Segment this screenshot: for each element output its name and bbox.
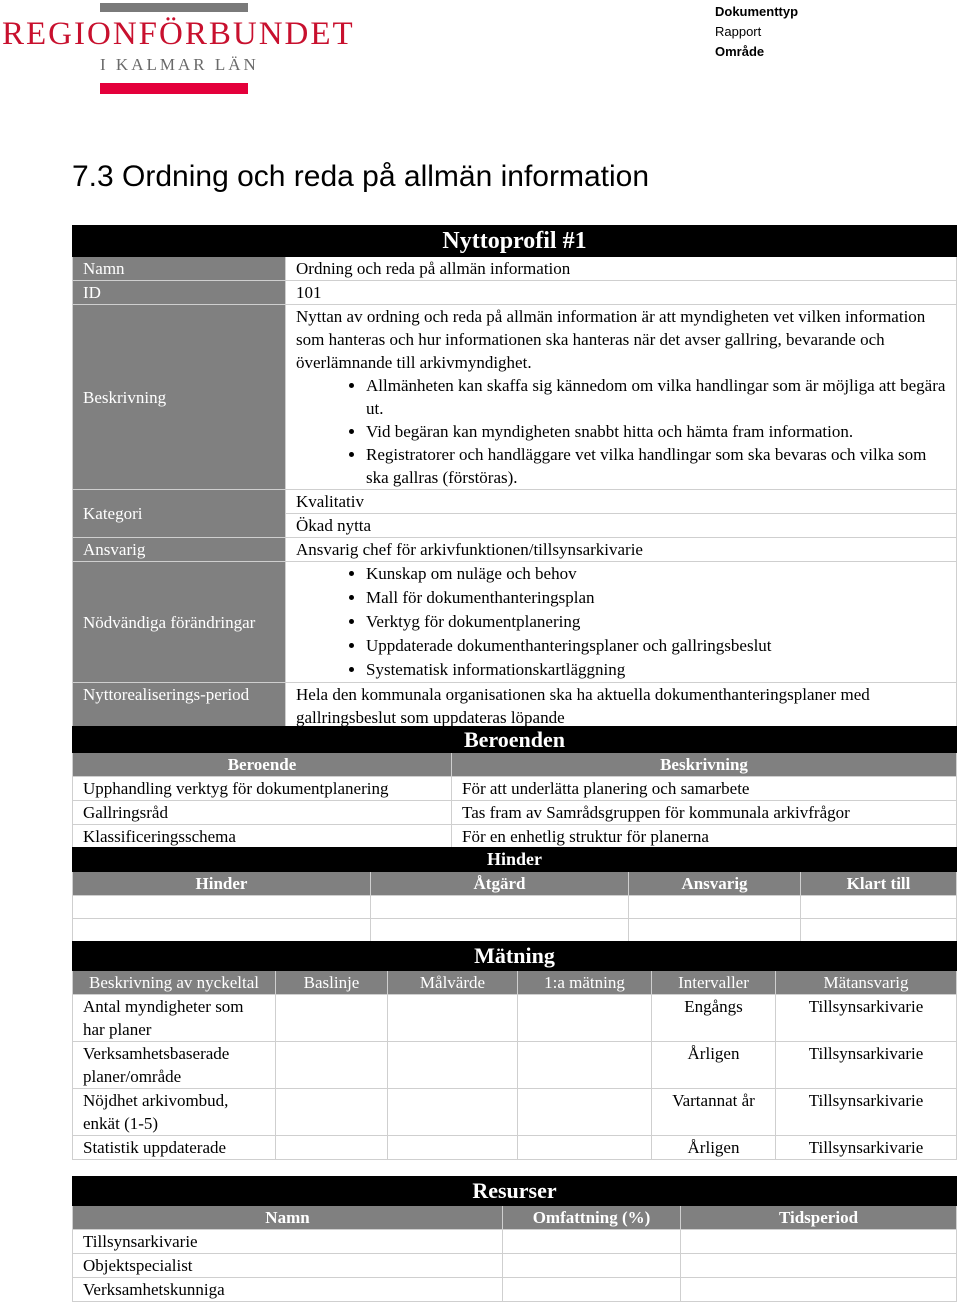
done-by-col-header: Klart till bbox=[801, 872, 957, 896]
dependency-desc-cell: För att underlätta planering och samarbete bbox=[452, 777, 957, 801]
changes-cell bbox=[286, 562, 957, 683]
first-measure-col-header: 1:a mätning bbox=[518, 971, 652, 995]
table-row bbox=[73, 777, 957, 801]
period-cell bbox=[681, 1230, 957, 1254]
interval-cell: Årligen bbox=[652, 1136, 776, 1160]
measure-owner-cell: Tillsynsarkivarie bbox=[776, 1042, 957, 1089]
category-label: Kategori bbox=[73, 490, 286, 538]
scope-cell bbox=[503, 1278, 681, 1302]
table-row bbox=[73, 896, 957, 919]
table-row bbox=[73, 801, 957, 825]
interval-cell: Engångs bbox=[652, 995, 776, 1042]
id-label: ID bbox=[73, 281, 286, 305]
doctype-value: Rapport bbox=[715, 24, 762, 39]
category-value: Ökad nytta bbox=[286, 514, 957, 538]
responsible-col-header: Ansvarig bbox=[629, 872, 801, 896]
resources-title: Resurser bbox=[73, 1177, 957, 1206]
resource-name-cell: Verksamhetskunniga bbox=[73, 1278, 503, 1302]
id-value: 101 bbox=[286, 281, 957, 305]
obstacle-col-header: Hinder bbox=[73, 872, 371, 896]
table-row bbox=[73, 919, 957, 942]
scope-cell bbox=[503, 1254, 681, 1278]
first-measure-cell bbox=[518, 1089, 652, 1136]
dependency-col-header: Beroende bbox=[73, 753, 452, 777]
table-row bbox=[73, 1278, 957, 1302]
action-col-header: Åtgärd bbox=[371, 872, 629, 896]
scope-cell bbox=[503, 1230, 681, 1254]
responsible-value: Ansvarig chef för arkivfunktionen/tillsynsarkivarie bbox=[286, 538, 957, 562]
baseline-cell bbox=[276, 995, 388, 1042]
resource-name-cell: Tillsynsarkivarie bbox=[73, 1230, 503, 1254]
change-item: • Verktyg för dokumentplanering bbox=[366, 610, 946, 634]
measurement-table bbox=[72, 941, 957, 1160]
target-cell bbox=[388, 1089, 518, 1136]
dependency-cell: Gallringsråd bbox=[73, 801, 452, 825]
doctype-label: Dokumenttyp bbox=[715, 4, 799, 19]
logo-bottom-bar bbox=[100, 83, 248, 94]
benefit-profile-table bbox=[72, 225, 957, 730]
dependency-cell: Klassificeringsschema bbox=[73, 825, 452, 849]
change-item: • Systematisk informationskartläggning bbox=[366, 658, 946, 682]
description-label: Beskrivning bbox=[73, 305, 286, 490]
dependency-cell: Upphandling verktyg för dokumentplanering bbox=[73, 777, 452, 801]
dependencies-table bbox=[72, 726, 957, 849]
measure-owner-col-header: Mätansvarig bbox=[776, 971, 957, 995]
resource-name-col-header: Namn bbox=[73, 1206, 503, 1230]
description-bullet: • Vid begäran kan myndigheten snabbt hitta och hämta fram information. bbox=[366, 420, 946, 443]
first-measure-cell bbox=[518, 995, 652, 1042]
table-row bbox=[73, 1230, 957, 1254]
name-value: Ordning och reda på allmän information bbox=[286, 257, 957, 281]
resource-name-cell: Objektspecialist bbox=[73, 1254, 503, 1278]
category-value: Kvalitativ bbox=[286, 490, 957, 514]
logo-subtitle: I KALMAR LÄN bbox=[100, 55, 259, 74]
measure-owner-cell: Tillsynsarkivarie bbox=[776, 1089, 957, 1136]
kpi-col-header: Beskrivning av nyckeltal bbox=[73, 971, 276, 995]
resources-table bbox=[72, 1176, 957, 1302]
target-col-header: Målvärde bbox=[388, 971, 518, 995]
first-measure-cell bbox=[518, 1042, 652, 1089]
table-row bbox=[73, 1254, 957, 1278]
dependency-desc-cell: Tas fram av Samrådsgruppen för kommunala arkivfrågor bbox=[452, 801, 957, 825]
change-item: • Mall för dokumenthanteringsplan bbox=[366, 586, 946, 610]
name-label: Namn bbox=[73, 257, 286, 281]
change-item: • Uppdaterade dokumenthanteringsplaner och gallringsbeslut bbox=[366, 634, 946, 658]
period-cell bbox=[681, 1254, 957, 1278]
baseline-cell bbox=[276, 1136, 388, 1160]
dependencies-title: Beroenden bbox=[73, 727, 957, 753]
description-text: Nyttan av ordning och reda på allmän information är att myndigheten vet vilken information som hanteras och hur informationen ska hanteras när det avser gallring, bevarande och överlämnande till arkivmyndighet. bbox=[296, 307, 926, 372]
kpi-cell: Nöjdhet arkivombud, enkät (1-5) bbox=[73, 1089, 276, 1136]
interval-cell: Vartannat år bbox=[652, 1089, 776, 1136]
interval-cell: Årligen bbox=[652, 1042, 776, 1089]
target-cell bbox=[388, 1136, 518, 1160]
baseline-cell bbox=[276, 1089, 388, 1136]
kpi-cell: Verksamhetsbaserade planer/område bbox=[73, 1042, 276, 1089]
document-meta bbox=[715, 2, 798, 62]
period-col-header: Tidsperiod bbox=[681, 1206, 957, 1230]
profile-title: Nyttoprofil #1 bbox=[73, 226, 957, 257]
table-row bbox=[73, 995, 957, 1042]
baseline-col-header: Baslinje bbox=[276, 971, 388, 995]
period-value: Hela den kommunala organisationen ska ha aktuella dokumenthanteringsplaner med gallringsbeslut som uppdateras löpande bbox=[286, 683, 957, 730]
obstacles-table bbox=[72, 847, 957, 942]
table-row bbox=[73, 1136, 957, 1160]
changes-list bbox=[296, 562, 946, 682]
period-cell bbox=[681, 1278, 957, 1302]
table-row bbox=[73, 1042, 957, 1089]
obstacles-title: Hinder bbox=[73, 848, 957, 872]
interval-col-header: Intervaller bbox=[652, 971, 776, 995]
baseline-cell bbox=[276, 1042, 388, 1089]
area-label: Område bbox=[715, 44, 765, 59]
section-heading: 7.3 Ordning och reda på allmän information bbox=[72, 160, 650, 193]
kpi-cell: Antal myndigheter som har planer bbox=[73, 995, 276, 1042]
target-cell bbox=[388, 1042, 518, 1089]
target-cell bbox=[388, 995, 518, 1042]
changes-label: Nödvändiga förändringar bbox=[73, 562, 286, 683]
kpi-cell: Statistik uppdaterade bbox=[73, 1136, 276, 1160]
responsible-label: Ansvarig bbox=[73, 538, 286, 562]
table-row bbox=[73, 825, 957, 849]
first-measure-cell bbox=[518, 1136, 652, 1160]
logo-brand: REGIONFÖRBUNDET bbox=[2, 16, 355, 52]
logo-top-bar bbox=[100, 3, 248, 12]
table-row bbox=[73, 1089, 957, 1136]
description-bullets bbox=[296, 374, 946, 489]
change-item: • Kunskap om nuläge och behov bbox=[366, 562, 946, 586]
scope-col-header: Omfattning (%) bbox=[503, 1206, 681, 1230]
measure-owner-cell: Tillsynsarkivarie bbox=[776, 1136, 957, 1160]
description-bullet: • Registratorer och handläggare vet vilka handlingar som ska bevaras och vilka som ska gallras (förstöras). bbox=[366, 443, 946, 489]
dependency-desc-cell: För en enhetlig struktur för planerna bbox=[452, 825, 957, 849]
regionforbundet-logo bbox=[0, 0, 355, 100]
description-cell bbox=[286, 305, 957, 490]
description-bullet: • Allmänheten kan skaffa sig kännedom om vilka handlingar som är möjliga att begära ut. bbox=[366, 374, 946, 420]
period-label: Nyttorealiserings-period bbox=[73, 683, 286, 730]
description-col-header: Beskrivning bbox=[452, 753, 957, 777]
measure-owner-cell: Tillsynsarkivarie bbox=[776, 995, 957, 1042]
measurement-title: Mätning bbox=[73, 942, 957, 971]
